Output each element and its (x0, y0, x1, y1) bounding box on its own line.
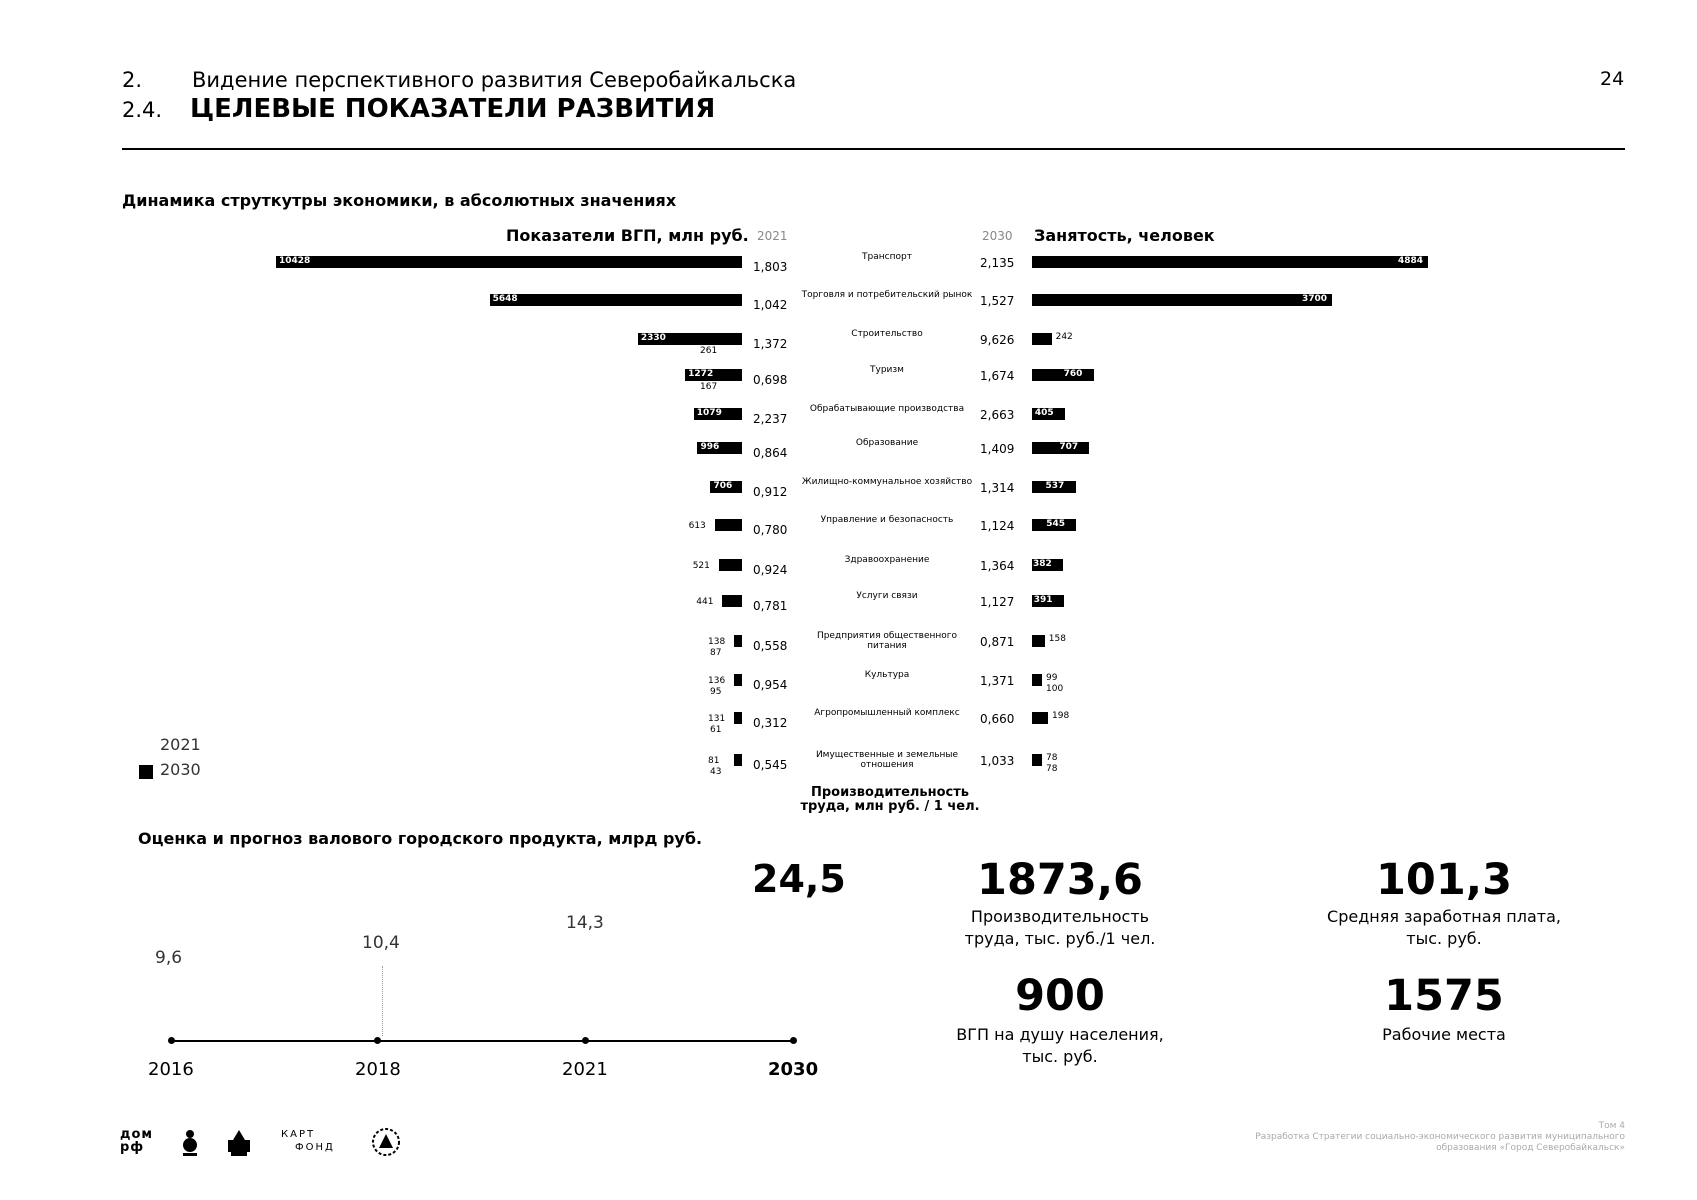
subsection-title: ЦЕЛЕВЫЕ ПОКАЗАТЕЛИ РАЗВИТИЯ (190, 94, 716, 124)
productivity-2021: 0,912 (753, 485, 788, 499)
productivity-2021: 0,698 (753, 373, 788, 387)
productivity-2021: 1,372 (753, 337, 788, 351)
category-label: Строительство (851, 329, 923, 339)
employment-bar (1032, 712, 1048, 724)
productivity-2030: 1,371 (980, 674, 1015, 688)
category-label: Управление и безопасность (820, 515, 954, 525)
gdp-2021-label: 167 (700, 382, 718, 392)
structure-chart-title: Динамика струткутры экономики, в абсолютных значениях (122, 191, 677, 210)
employment-bar-label: 760 (1063, 369, 1083, 379)
category-label: Имущественные и земельные отношения (815, 750, 959, 770)
employment-bar-label: 3700 (1302, 294, 1328, 304)
employment-bar-label: 242 (1055, 332, 1073, 342)
gdp-bar-label: 138 (708, 637, 726, 647)
productivity-2030: 9,626 (980, 333, 1015, 347)
productivity-2030: 0,871 (980, 635, 1015, 649)
category-label: Культура (864, 670, 910, 680)
buryatia-emblem-logo (180, 1126, 200, 1162)
gdp-bar (722, 595, 742, 607)
gdp-value-2021: 14,3 (566, 913, 604, 933)
productivity-2021: 1,042 (753, 298, 788, 312)
gdp-forecast-title: Оценка и прогноз валового городского продукта, млрд руб. (138, 829, 703, 848)
gdp-bar-label: 706 (713, 481, 733, 491)
gdp-bar-label: 136 (708, 676, 726, 686)
gdp-bar (715, 519, 742, 531)
employment-2021-label: 78 (1046, 764, 1058, 774)
employment-bar-label: 707 (1059, 442, 1079, 452)
productivity-2030: 1,033 (980, 754, 1015, 768)
subsection-number: 2.4. (122, 98, 163, 122)
category-label: Услуги связи (856, 591, 918, 601)
gdp-bar-label: 131 (708, 714, 726, 724)
employment-bar-label: 391 (1033, 595, 1053, 605)
productivity-2021: 0,558 (753, 639, 788, 653)
gdp-value-2018: 10,4 (362, 933, 400, 953)
gdp-2021-label: 95 (710, 687, 722, 697)
productivity-2030: 1,124 (980, 519, 1015, 533)
kpi-salary-value: 101,3 (1375, 855, 1512, 905)
gdp-bar-label: 613 (688, 521, 706, 531)
employment-bar (1032, 256, 1428, 268)
gdp-bar-label: 81 (708, 756, 720, 766)
productivity-2030: 1,527 (980, 294, 1015, 308)
timeline-dot-2021 (582, 1037, 589, 1044)
employment-bar (1032, 674, 1042, 686)
kapt-fond-logo: КАРТ ФОНД (281, 1129, 335, 1153)
employment-bar (1032, 754, 1042, 766)
gdp-bar (734, 754, 742, 766)
productivity-2021: 0,780 (753, 523, 788, 537)
gdp-bar-label: 521 (692, 561, 710, 571)
legend-2030-swatch (139, 765, 153, 779)
productivity-2030: 0,660 (980, 712, 1015, 726)
right-year-label: 2030 (982, 229, 1013, 243)
productivity-2021: 2,237 (753, 412, 788, 426)
left-year-label: 2021 (757, 229, 788, 243)
kpi-jobs-label: Рабочие места (1382, 1025, 1506, 1044)
timeline-dot-2018 (374, 1037, 381, 1044)
employment-bar-label: 78 (1046, 753, 1058, 763)
page-number: 24 (1600, 68, 1625, 90)
category-label: Предприятия общественного питания (816, 631, 958, 651)
employment-bar (1032, 294, 1332, 306)
employment-bar (1032, 635, 1045, 647)
productivity-2021: 0,781 (753, 599, 788, 613)
category-label: Торговля и потребительский рынок (801, 290, 973, 300)
productivity-2030: 1,364 (980, 559, 1015, 573)
productivity-2030: 1,127 (980, 595, 1015, 609)
city-crest-logo (370, 1126, 402, 1162)
year-2021: 2021 (562, 1059, 608, 1080)
legend-2030: 2030 (160, 760, 201, 779)
year-2018: 2018 (355, 1059, 401, 1080)
productivity-2021: 1,803 (753, 260, 788, 274)
category-label: Транспорт (862, 252, 912, 262)
dom-rf-logo: дом рф (120, 1127, 154, 1155)
gdp-bar (276, 256, 742, 268)
productivity-2030: 2,663 (980, 408, 1015, 422)
employment-bar-label: 158 (1048, 634, 1066, 644)
gdp-bar-label: 996 (700, 442, 720, 452)
employment-bar-label: 99 (1046, 673, 1058, 683)
kpi-productivity-value: 1873,6 (977, 855, 1143, 905)
gdp-axis-title: Показатели ВГП, млн руб. (506, 226, 749, 245)
employment-bar-label: 537 (1045, 481, 1065, 491)
gdp-2021-label: 261 (700, 346, 718, 356)
productivity-2021: 0,312 (753, 716, 788, 730)
gdp-bar (490, 294, 742, 306)
kpi-jobs-value: 1575 (1384, 971, 1504, 1021)
section-number: 2. (122, 68, 143, 92)
gdp-bar-label: 5648 (492, 294, 518, 304)
gdp-bar-label: 2330 (640, 333, 666, 343)
year-2030: 2030 (768, 1059, 819, 1080)
gdp-bar-label: 1079 (696, 408, 722, 418)
category-label: Жилищно-коммунальное хозяйство (801, 477, 973, 487)
gdp-2021-label: 61 (710, 725, 722, 735)
gdp-bar-label: 1272 (688, 369, 714, 379)
productivity-2021: 0,545 (753, 758, 788, 772)
gdp-value-2030: 24,5 (752, 857, 846, 901)
gdp-value-2016: 9,6 (155, 948, 183, 968)
gdp-2021-label: 87 (710, 648, 722, 658)
section-title: Видение перспективного развития Северобайкальска (192, 68, 797, 92)
productivity-2021: 0,864 (753, 446, 788, 460)
category-label: Образование (855, 438, 919, 448)
productivity-2030: 1,674 (980, 369, 1015, 383)
productivity-2030: 2,135 (980, 256, 1015, 270)
employment-axis-title: Занятость, человек (1034, 226, 1215, 245)
timeline-marker-2018 (382, 966, 383, 1036)
gdp-bar (734, 635, 742, 647)
employment-bar (1032, 333, 1052, 345)
employment-bar-label: 382 (1032, 559, 1052, 569)
productivity-2030: 1,409 (980, 442, 1015, 456)
kpi-productivity-label: Производительность труда, тыс. руб./1 чел. (964, 907, 1156, 948)
category-label: Здравоохранение (844, 555, 930, 565)
timeline-dot-2030 (790, 1037, 797, 1044)
gdp-bar-label: 441 (696, 597, 714, 607)
productivity-2030: 1,314 (980, 481, 1015, 495)
employment-bar-label: 198 (1052, 711, 1070, 721)
employment-2021-label: 100 (1046, 684, 1064, 694)
category-label: Обрабатывающие производства (809, 404, 965, 414)
employment-bar-label: 545 (1046, 519, 1065, 529)
kpi-gdp-per-capita-label: ВГП на душу населения, тыс. руб. (956, 1025, 1164, 1066)
timeline-dot-2016 (168, 1037, 175, 1044)
gdp-timeline (171, 1040, 794, 1042)
city-emblem-logo (225, 1128, 253, 1162)
gdp-bar (719, 559, 742, 571)
employment-bar-label: 4884 (1398, 256, 1424, 266)
footer-note: Том 4 Разработка Стратегии социально-экономического развития муниципального образования «Город Северобайкальск» (1255, 1121, 1625, 1153)
gdp-bar (734, 674, 742, 686)
kpi-gdp-per-capita-value: 900 (1015, 971, 1105, 1021)
gdp-2021-label: 43 (710, 767, 722, 777)
gdp-bar-label: 10428 (279, 256, 311, 266)
employment-bar-label: 405 (1034, 408, 1054, 418)
productivity-2021: 0,954 (753, 678, 788, 692)
gdp-bar (734, 712, 742, 724)
kpi-salary-label: Средняя заработная плата, тыс. руб. (1327, 907, 1561, 948)
category-label: Агропромышленный комплекс (814, 708, 960, 718)
category-label: Туризм (870, 365, 904, 375)
productivity-2021: 0,924 (753, 563, 788, 577)
legend-2021: 2021 (160, 735, 201, 754)
year-2016: 2016 (148, 1059, 194, 1080)
productivity-axis-title: Производительность труда, млн руб. / 1 чел. (800, 785, 980, 814)
